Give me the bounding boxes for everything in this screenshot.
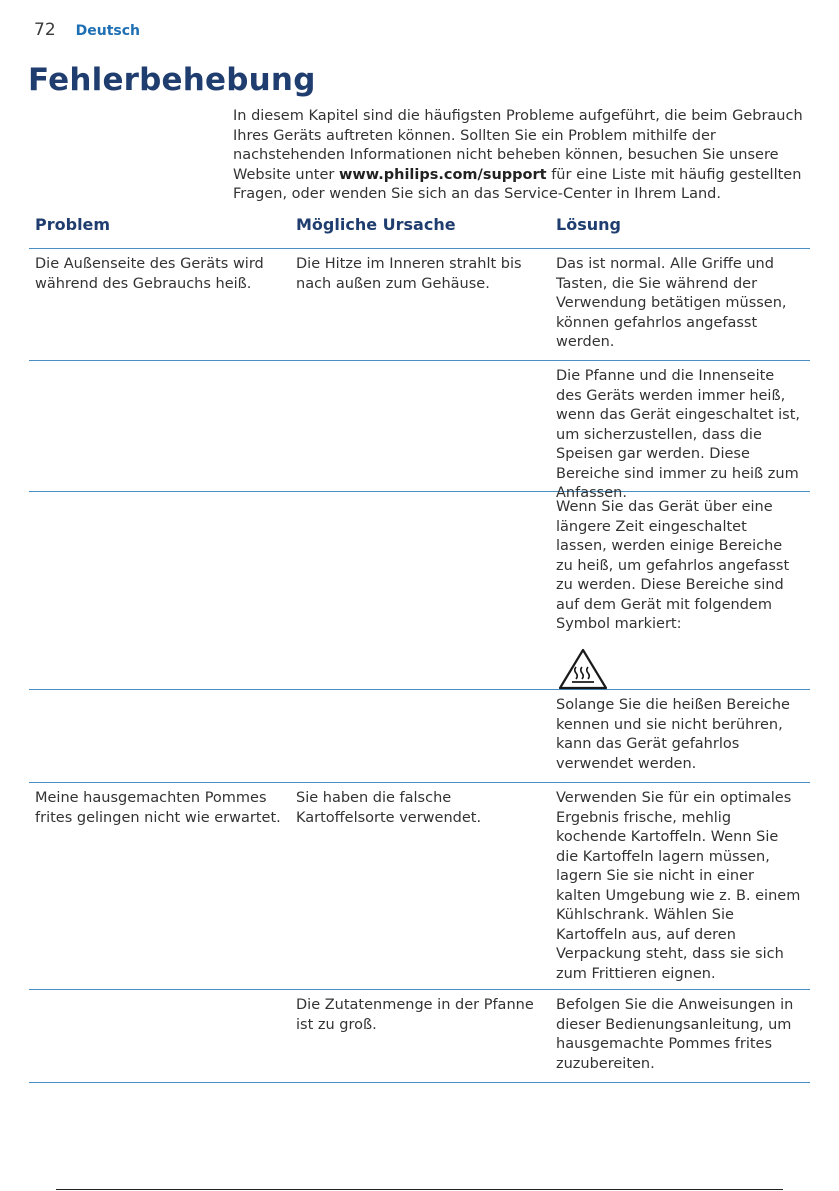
table-header — [29, 210, 810, 249]
solution-cell: Das ist normal. Alle Griffe und Tasten, die Sie während der Verwendung betätigen müssen, können gefahrlos angefasst werden. — [556, 256, 787, 350]
solution-cell: Solange Sie die heißen Bereiche kennen und sie nicht berühren, kann das Gerät gefahrlos verwendet werden. — [556, 697, 790, 772]
table-row — [29, 249, 810, 361]
hot-surface-warning-icon — [557, 647, 609, 691]
problem-cell — [29, 690, 290, 782]
header-problem: Problem — [35, 215, 111, 234]
problem-cell — [29, 361, 290, 512]
page-number: 72 — [34, 20, 56, 40]
footer-divider — [56, 1189, 783, 1190]
troubleshooting-table — [29, 210, 810, 1083]
table-row — [29, 361, 810, 501]
solution-cell: Befolgen Sie die Anweisungen in dieser Bedienungsanleitung, um hausgemachte Pommes frites zuzubereiten. — [556, 997, 794, 1072]
solution-cell-with-symbol — [550, 492, 810, 699]
header-cause: Mögliche Ursache — [296, 215, 456, 234]
problem-cell: Die Außenseite des Geräts wird während des Gebrauchs heiß. — [35, 256, 264, 292]
cause-cell — [290, 492, 550, 699]
cause-cell: Sie haben die falsche Kartoffelsorte verwendet. — [296, 790, 482, 826]
table-row — [29, 492, 810, 690]
intro-paragraph — [233, 107, 811, 205]
table-row — [29, 990, 810, 1083]
table-row — [29, 690, 810, 783]
intro-text-after: für eine Liste mit häufig gestellten Fragen, oder wenden Sie sich an das Service-Center in Ihrem Land. — [233, 166, 802, 203]
cause-cell: Die Zutatenmenge in der Pfanne ist zu groß. — [296, 997, 534, 1033]
header-solution: Lösung — [556, 215, 621, 234]
solution-cell: Die Pfanne und die Innenseite des Geräts werden immer heiß, wenn das Gerät eingeschaltet ist, um sicherzustellen, dass die Speisen gar werden. Diese Bereiche sind immer zu heiß zum Anfassen. — [556, 368, 800, 501]
problem-cell — [29, 492, 290, 699]
cause-cell — [290, 690, 550, 782]
intro-text-before: In diesem Kapitel sind die häufigsten Probleme aufgeführt, die beim Gebrauch Ihres Geräts auftreten können. Sollten Sie ein Problem mithilfe der nachstehenden Informationen nicht beheben können, besuchen Sie unsere Website unter — [233, 108, 803, 183]
language-label: Deutsch — [75, 23, 141, 39]
page-header — [34, 20, 140, 40]
table-row — [29, 783, 810, 990]
support-link[interactable]: www.philips.com/support — [338, 166, 547, 183]
problem-cell: Meine hausgemachten Pommes frites gelingen nicht wie erwartet. — [35, 790, 281, 826]
page-title: Fehlerbehebung — [28, 62, 316, 98]
solution-cell: Verwenden Sie für ein optimales Ergebnis frische, mehlig kochende Kartoffeln. Wenn Sie die Kartoffeln lagern müssen, lagern Sie sie nicht in einer kalten Umgebung wie z. B. einem Kühlschrank. Wählen Sie Kartoffeln aus, auf deren Verpackung steht, dass sie sich zum Frittieren eignen. — [556, 790, 801, 982]
solution-text: Wenn Sie das Gerät über eine längere Zeit eingeschaltet lassen, werden einige Bereiche zu heiß, um gefahrlos angefasst zu werden. Diese Bereiche sind auf dem Gerät mit folgendem Symbol markiert: — [556, 499, 790, 632]
problem-cell — [29, 990, 290, 1082]
cause-cell — [290, 361, 550, 512]
cause-cell: Die Hitze im Inneren strahlt bis nach außen zum Gehäuse. — [296, 256, 522, 292]
